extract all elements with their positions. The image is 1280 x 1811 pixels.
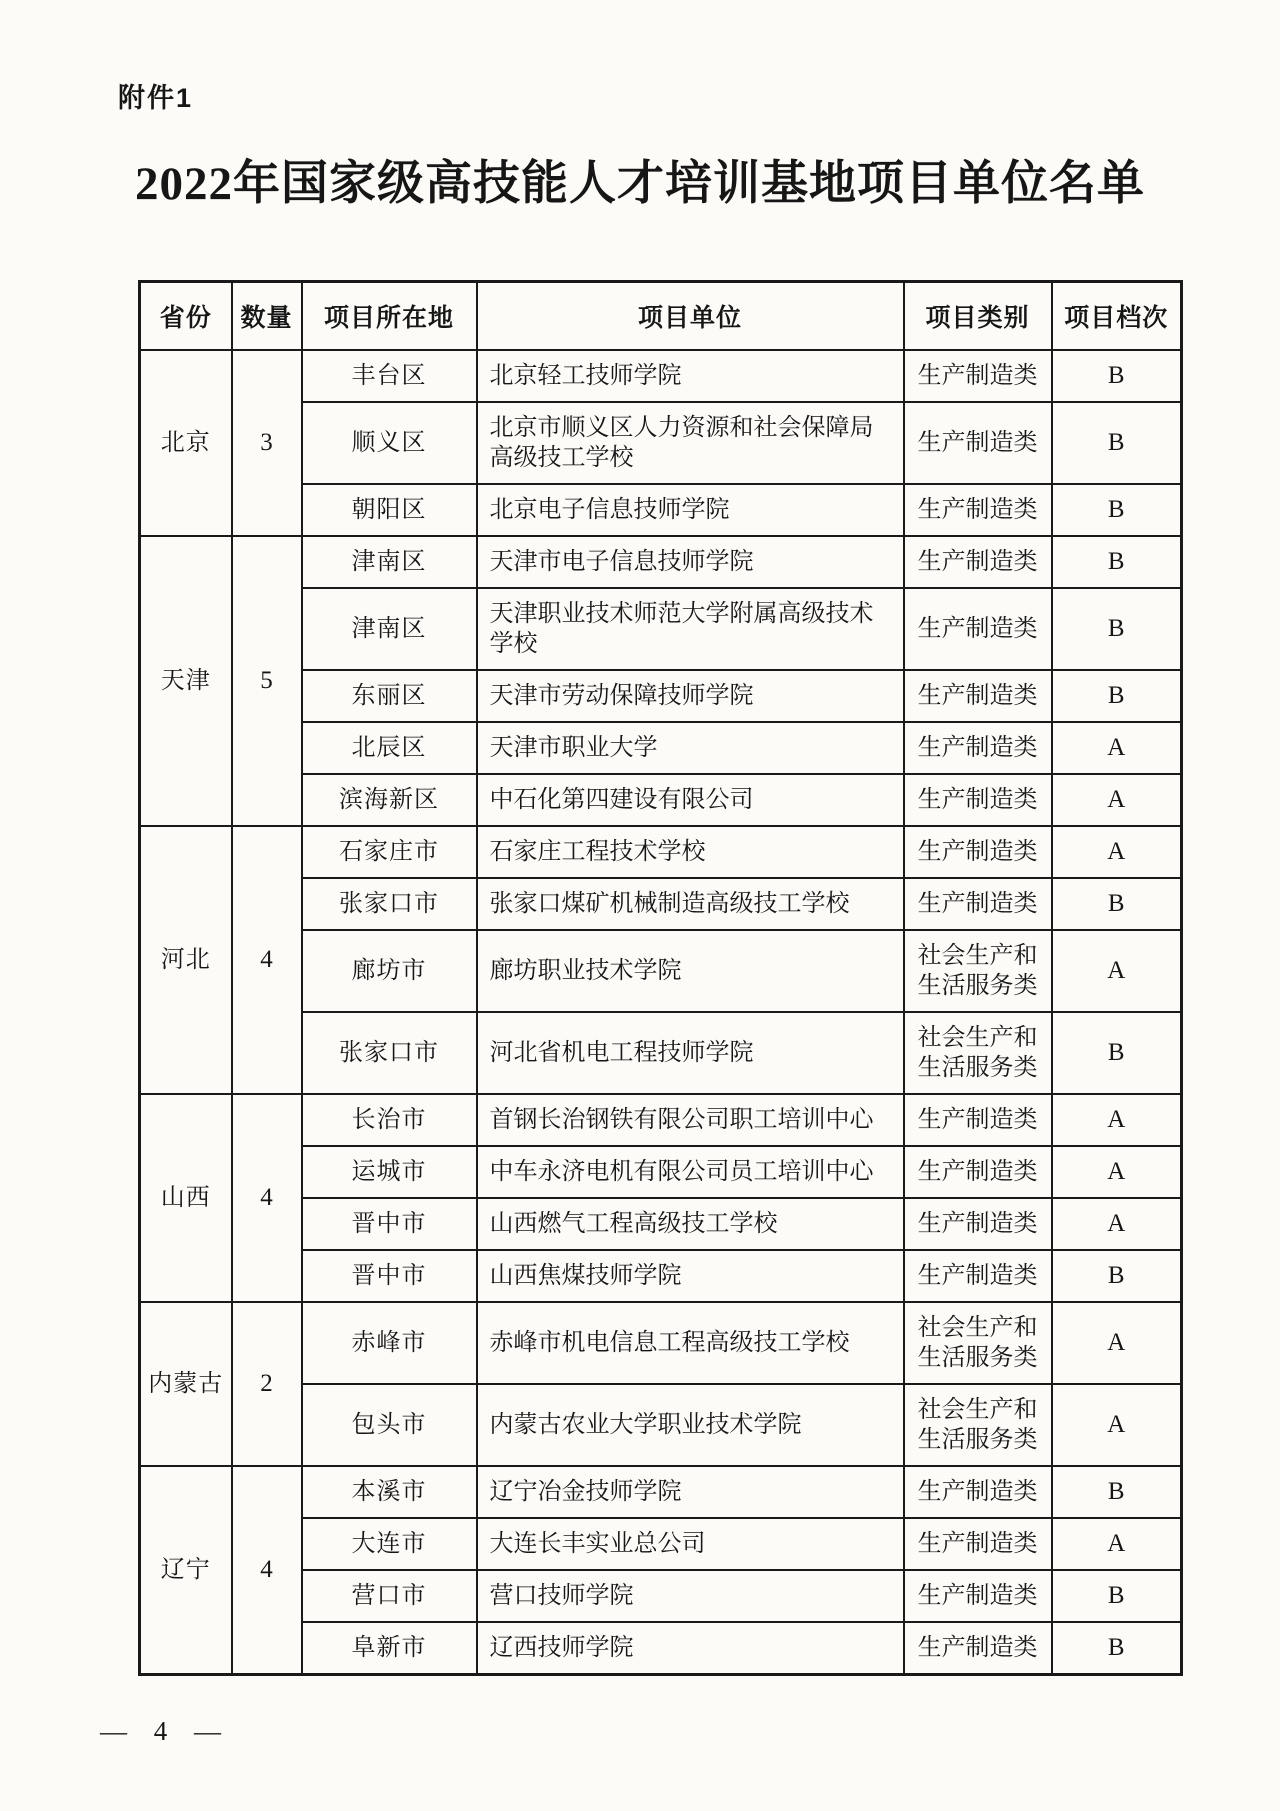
province-cell: 辽宁 (140, 1466, 232, 1675)
unit-cell: 天津市电子信息技师学院 (477, 536, 904, 588)
attachment-label: 附件1 (118, 83, 194, 113)
location-cell: 北辰区 (302, 722, 477, 774)
unit-cell: 廊坊职业技术学院 (477, 930, 904, 1012)
category-cell: 生产制造类 (904, 1466, 1052, 1518)
unit-cell: 北京市顺义区人力资源和社会保障局高级技工学校 (477, 402, 904, 484)
province-cell: 天津 (140, 536, 232, 826)
unit-cell: 辽西技师学院 (477, 1622, 904, 1675)
grade-cell: B (1052, 670, 1182, 722)
category-cell: 生产制造类 (904, 826, 1052, 878)
category-cell: 生产制造类 (904, 1250, 1052, 1302)
category-cell: 生产制造类 (904, 588, 1052, 670)
document-title: 2022年国家级高技能人才培训基地项目单位名单 (135, 158, 1145, 210)
location-cell: 顺义区 (302, 402, 477, 484)
province-cell: 北京 (140, 350, 232, 536)
grade-cell: B (1052, 350, 1182, 402)
grade-cell: A (1052, 1384, 1182, 1466)
header-province: 省份 (140, 282, 232, 351)
category-cell: 社会生产和生活服务类 (904, 930, 1052, 1012)
unit-cell: 石家庄工程技术学校 (477, 826, 904, 878)
unit-cell: 北京轻工技师学院 (477, 350, 904, 402)
location-cell: 张家口市 (302, 1012, 477, 1094)
location-cell: 大连市 (302, 1518, 477, 1570)
province-cell: 河北 (140, 826, 232, 1094)
category-cell: 生产制造类 (904, 1094, 1052, 1146)
location-cell: 津南区 (302, 536, 477, 588)
unit-cell: 中石化第四建设有限公司 (477, 774, 904, 826)
category-cell: 社会生产和生活服务类 (904, 1384, 1052, 1466)
count-cell: 5 (232, 536, 302, 826)
grade-cell: A (1052, 774, 1182, 826)
grade-cell: B (1052, 878, 1182, 930)
header-count: 数量 (232, 282, 302, 351)
location-cell: 津南区 (302, 588, 477, 670)
table-body (140, 350, 1182, 1675)
category-cell: 生产制造类 (904, 484, 1052, 536)
grade-cell: B (1052, 484, 1182, 536)
location-cell: 营口市 (302, 1570, 477, 1622)
grade-cell: A (1052, 930, 1182, 1012)
category-cell: 生产制造类 (904, 1146, 1052, 1198)
location-cell: 朝阳区 (302, 484, 477, 536)
table-header-row (140, 282, 1182, 351)
category-cell: 生产制造类 (904, 1198, 1052, 1250)
grade-cell: A (1052, 826, 1182, 878)
unit-cell: 内蒙古农业大学职业技术学院 (477, 1384, 904, 1466)
unit-cell: 山西焦煤技师学院 (477, 1250, 904, 1302)
category-cell: 生产制造类 (904, 722, 1052, 774)
category-cell: 生产制造类 (904, 774, 1052, 826)
unit-cell: 北京电子信息技师学院 (477, 484, 904, 536)
grade-cell: A (1052, 722, 1182, 774)
table-row (140, 826, 1182, 878)
category-cell: 生产制造类 (904, 670, 1052, 722)
grade-cell: B (1052, 1012, 1182, 1094)
location-cell: 廊坊市 (302, 930, 477, 1012)
unit-cell: 营口技师学院 (477, 1570, 904, 1622)
count-cell: 3 (232, 350, 302, 536)
location-cell: 晋中市 (302, 1198, 477, 1250)
unit-cell: 天津职业技术师范大学附属高级技术学校 (477, 588, 904, 670)
table-row (140, 536, 1182, 588)
category-cell: 社会生产和生活服务类 (904, 1302, 1052, 1384)
grade-cell: A (1052, 1302, 1182, 1384)
page-number: — 4 — (100, 1716, 231, 1746)
location-cell: 晋中市 (302, 1250, 477, 1302)
grade-cell: B (1052, 536, 1182, 588)
training-base-table (138, 280, 1183, 1676)
location-cell: 运城市 (302, 1146, 477, 1198)
unit-cell: 赤峰市机电信息工程高级技工学校 (477, 1302, 904, 1384)
category-cell: 生产制造类 (904, 402, 1052, 484)
grade-cell: B (1052, 1622, 1182, 1675)
grade-cell: A (1052, 1146, 1182, 1198)
unit-cell: 天津市职业大学 (477, 722, 904, 774)
location-cell: 滨海新区 (302, 774, 477, 826)
unit-cell: 天津市劳动保障技师学院 (477, 670, 904, 722)
unit-cell: 大连长丰实业总公司 (477, 1518, 904, 1570)
grade-cell: B (1052, 588, 1182, 670)
province-cell: 山西 (140, 1094, 232, 1302)
location-cell: 石家庄市 (302, 826, 477, 878)
count-cell: 2 (232, 1302, 302, 1466)
header-grade: 项目档次 (1052, 282, 1182, 351)
province-cell: 内蒙古 (140, 1302, 232, 1466)
location-cell: 丰台区 (302, 350, 477, 402)
count-cell: 4 (232, 826, 302, 1094)
location-cell: 包头市 (302, 1384, 477, 1466)
unit-cell: 山西燃气工程高级技工学校 (477, 1198, 904, 1250)
unit-cell: 河北省机电工程技师学院 (477, 1012, 904, 1094)
category-cell: 生产制造类 (904, 350, 1052, 402)
unit-cell: 张家口煤矿机械制造高级技工学校 (477, 878, 904, 930)
count-cell: 4 (232, 1094, 302, 1302)
grade-cell: A (1052, 1198, 1182, 1250)
grade-cell: B (1052, 1250, 1182, 1302)
unit-cell: 辽宁冶金技师学院 (477, 1466, 904, 1518)
location-cell: 赤峰市 (302, 1302, 477, 1384)
grade-cell: B (1052, 402, 1182, 484)
category-cell: 生产制造类 (904, 1622, 1052, 1675)
table-row (140, 350, 1182, 402)
location-cell: 东丽区 (302, 670, 477, 722)
category-cell: 生产制造类 (904, 1570, 1052, 1622)
header-location: 项目所在地 (302, 282, 477, 351)
table-row (140, 1302, 1182, 1384)
header-category: 项目类别 (904, 282, 1052, 351)
category-cell: 生产制造类 (904, 878, 1052, 930)
category-cell: 生产制造类 (904, 536, 1052, 588)
table-row (140, 1094, 1182, 1146)
table-row (140, 1466, 1182, 1518)
grade-cell: A (1052, 1094, 1182, 1146)
category-cell: 生产制造类 (904, 1518, 1052, 1570)
location-cell: 张家口市 (302, 878, 477, 930)
header-unit: 项目单位 (477, 282, 904, 351)
unit-cell: 中车永济电机有限公司员工培训中心 (477, 1146, 904, 1198)
count-cell: 4 (232, 1466, 302, 1675)
location-cell: 阜新市 (302, 1622, 477, 1675)
category-cell: 社会生产和生活服务类 (904, 1012, 1052, 1094)
unit-cell: 首钢长治钢铁有限公司职工培训中心 (477, 1094, 904, 1146)
grade-cell: B (1052, 1466, 1182, 1518)
grade-cell: B (1052, 1570, 1182, 1622)
location-cell: 本溪市 (302, 1466, 477, 1518)
location-cell: 长治市 (302, 1094, 477, 1146)
grade-cell: A (1052, 1518, 1182, 1570)
